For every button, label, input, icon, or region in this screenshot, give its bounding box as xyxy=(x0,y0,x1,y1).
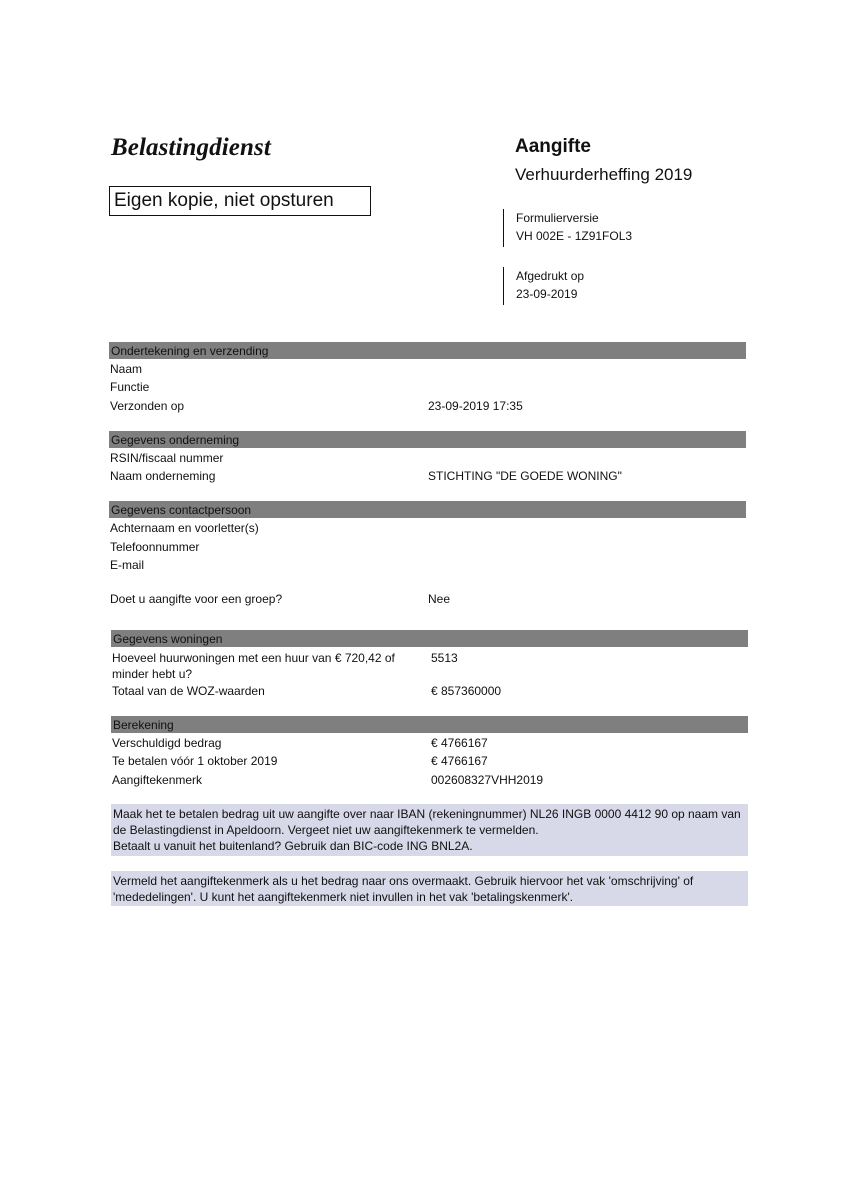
company-name-value: STICHTING "DE GOEDE WONING" xyxy=(428,469,622,483)
group-question-value: Nee xyxy=(428,592,451,606)
housing-count-value: 5513 xyxy=(431,651,458,665)
company-name-label: Naam onderneming xyxy=(110,469,216,483)
signing-function-label: Functie xyxy=(110,380,150,394)
reference-note-line1: Vermeld het aangiftekenmerk als u het bedrag naar ons overmaakt. Gebruik hiervoor het vak 'omschrijving' of xyxy=(113,874,694,888)
contact-email-label: E-mail xyxy=(110,558,145,572)
owed-amount-value: € 4766167 xyxy=(431,736,488,750)
woz-total-value: € 857360000 xyxy=(431,684,502,698)
contact-surname-label: Achternaam en voorletter(s) xyxy=(110,521,259,535)
signing-name-label: Naam xyxy=(110,362,143,376)
printed-date-label: Afgedrukt op xyxy=(516,269,585,283)
reference-value: 002608327VHH2019 xyxy=(431,773,544,787)
housing-count-label-line1: Hoeveel huurwoningen met een huur van € 720,42 of xyxy=(112,651,395,665)
payment-note-line1: Maak het te betalen bedrag uit uw aangifte over naar IBAN (rekeningnummer) NL26 INGB 0000 4412 90 op naam van xyxy=(113,807,741,821)
signing-sent-label: Verzonden op xyxy=(110,399,185,413)
form-version-value: VH 002E - 1Z91FOL3 xyxy=(516,229,633,243)
reference-note-line2: 'mededelingen'. U kunt het aangiftekenmerk niet invullen in het vak 'betalingskenmerk'. xyxy=(113,890,574,904)
payment-due-label: Te betalen vóór 1 oktober 2019 xyxy=(112,754,278,768)
payment-note-line3: Betaalt u vanuit het buitenland? Gebruik dan BIC-code ING BNL2A. xyxy=(113,839,473,853)
woz-total-label: Totaal van de WOZ-waarden xyxy=(112,684,265,698)
section-header-housing: Gegevens woningen xyxy=(111,630,748,647)
contact-phone-label: Telefoonnummer xyxy=(110,540,200,554)
form-title: Aangifte xyxy=(515,136,591,157)
printed-date-value: 23-09-2019 xyxy=(516,287,578,301)
section-header-contact: Gegevens contactpersoon xyxy=(109,501,746,518)
payment-instructions-note xyxy=(111,804,748,856)
housing-count-label-line2: minder hebt u? xyxy=(112,667,193,681)
reference-label: Aangiftekenmerk xyxy=(112,773,203,787)
payment-due-value: € 4766167 xyxy=(431,754,488,768)
logo: Belastingdienst xyxy=(111,134,271,161)
section-header-calculation: Berekening xyxy=(111,716,748,733)
copy-notice-box: Eigen kopie, niet opsturen xyxy=(109,186,371,216)
form-subtitle: Verhuurderheffing 2019 xyxy=(515,165,693,184)
group-question-label: Doet u aangifte voor een groep? xyxy=(110,592,283,606)
owed-amount-label: Verschuldigd bedrag xyxy=(112,736,222,750)
printed-date-block xyxy=(503,267,584,305)
company-rsin-label: RSIN/fiscaal nummer xyxy=(110,451,224,465)
signing-sent-value: 23-09-2019 17:35 xyxy=(428,399,523,413)
housing-count-label xyxy=(112,650,395,682)
form-version-block xyxy=(503,209,632,247)
section-header-signing: Ondertekening en verzending xyxy=(109,342,746,359)
reference-instructions-note xyxy=(111,871,748,906)
form-version-label: Formulierversie xyxy=(516,211,599,225)
section-header-company: Gegevens onderneming xyxy=(109,431,746,448)
payment-note-line2: de Belastingdienst in Apeldoorn. Vergeet niet uw aangiftekenmerk te vermelden. xyxy=(113,823,539,837)
